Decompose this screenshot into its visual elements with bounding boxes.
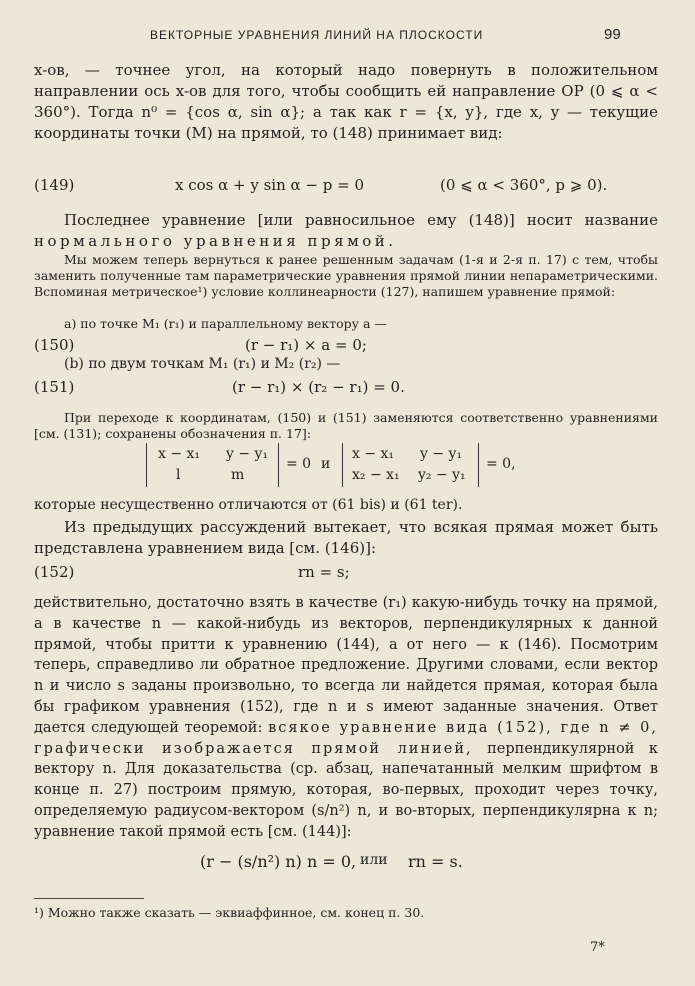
footnote: ¹) Можно также сказать — эквиаффинное, см. конец п. 30. — [34, 905, 425, 920]
paragraph-3: Мы можем теперь вернуться к ранее решенным задачам (1-я и 2-я п. 17) с тем, чтобы заменить полученные там параметрические уравнения прямой линии непараметрическими. Вспоминая метрическое¹) условие коллинеарности (127), напишем уравнение прямой: — [34, 252, 658, 299]
eq-151-number: (151) — [34, 378, 75, 396]
det1-b: y − y₁ — [226, 446, 269, 462]
eq-150: (r − r₁) × a = 0; — [245, 336, 367, 354]
final-equation-left: (r − (s/n²) n) n = 0, — [200, 852, 357, 871]
determinant-2 — [342, 443, 542, 487]
paragraph-6: Из предыдущих рассуждений вытекает, что всякая прямая может быть представлена уравнением вида [см. (146)]: — [34, 518, 658, 557]
footnote-divider — [34, 898, 144, 899]
eq-149-number: (149) — [34, 176, 75, 194]
paragraph-7-text: действительно, достаточно взять в качестве (r₁) какую-нибудь точку на прямой, а в качестве n — какой-нибудь из векторов, перпендикулярных к данной прямой, чтобы притти к уравнению (144), а от него — к (146). Посмотрим теперь, справедливо ли обратное предложение. Другими словами, если вектор n и число s заданы произвольно, то всегда ли найдется прямая, которая была бы графиком уравнения (152), где n и s имеют заданные значения. Ответ дается следующей теоремой: — [34, 595, 658, 736]
running-header: ВЕКТОРНЫЕ УРАВНЕНИЯ ЛИНИЙ НА ПЛОСКОСТИ — [150, 28, 484, 42]
eq-152: rn = s; — [298, 563, 350, 581]
det2-c: x₂ − x₁ — [352, 467, 400, 483]
eq-150-number: (150) — [34, 336, 75, 354]
det2-b: y − y₁ — [420, 446, 463, 462]
det2-a: x − x₁ — [352, 446, 395, 462]
det1-and: и — [321, 456, 331, 472]
case-a: а) по точке M₁ (r₁) и параллельному вектору a — — [64, 316, 387, 331]
det1-c: l — [176, 467, 181, 483]
theorem-statement: всякое уравнение вида (152), где n ≠ 0, графически изображается прямой линией, — [34, 719, 659, 757]
det2-eq: = 0, — [486, 456, 516, 472]
eq-151: (r − r₁) × (r₂ − r₁) = 0. — [232, 378, 405, 396]
paragraph-1: x-ов, — точнее угол, на который надо повернуть в положительном направлении ось x-ов для того, чтобы сообщить ей направление OP (0 ⩽ α < 360°). Тогда n⁰ = {cos α, sin α}; а так как r = {x, y}, где x, y — текущие координаты точки (M) на прямой, то (148) принимает вид: — [34, 61, 658, 142]
final-equation-right: rn = s. — [408, 852, 463, 871]
final-equation-or: или — [360, 852, 388, 868]
det1-d: m — [231, 467, 245, 483]
signature-mark: 7* — [590, 940, 605, 955]
det1-a: x − x₁ — [158, 446, 201, 462]
eq-149: x cos α + y sin α − p = 0 — [175, 176, 365, 194]
paragraph-2 — [34, 210, 658, 252]
det2-d: y₂ − y₁ — [418, 467, 466, 483]
paragraph-2-text: Последнее уравнение [или равносильное ему (148)] носит название — [64, 211, 658, 229]
page-number: 99 — [604, 26, 621, 43]
paragraph-5: которые несущественно отличаются от (61 bis) и (61 ter). — [34, 497, 463, 513]
eq-149-condition: (0 ⩽ α < 360°, p ⩾ 0). — [440, 176, 608, 194]
case-b: (b) по двум точкам M₁ (r₁) и M₂ (r₂) — — [64, 356, 341, 372]
paragraph-4: При переходе к координатам, (150) и (151) заменяются соответственно уравнениями [см. (131); сохранены обозначения п. 17]: — [34, 410, 658, 441]
paragraph-7-proof: перпендикулярной к вектору n. Для доказательства (ср. абзац, напечатанный мелким шрифтом в конце п. 27) построим прямую, которая, во-первых, проходит через точку, определяемую радиусом-вектором (s/n²) n, и во-вторых, перпендикулярна к n; уравнение такой прямой есть [см. (144)]: — [34, 740, 658, 840]
paragraph-7 — [34, 593, 658, 843]
det1-eq: = 0 — [286, 456, 312, 472]
term-normal-equation: нормального уравнения прямой. — [34, 232, 397, 250]
eq-152-number: (152) — [34, 563, 75, 581]
